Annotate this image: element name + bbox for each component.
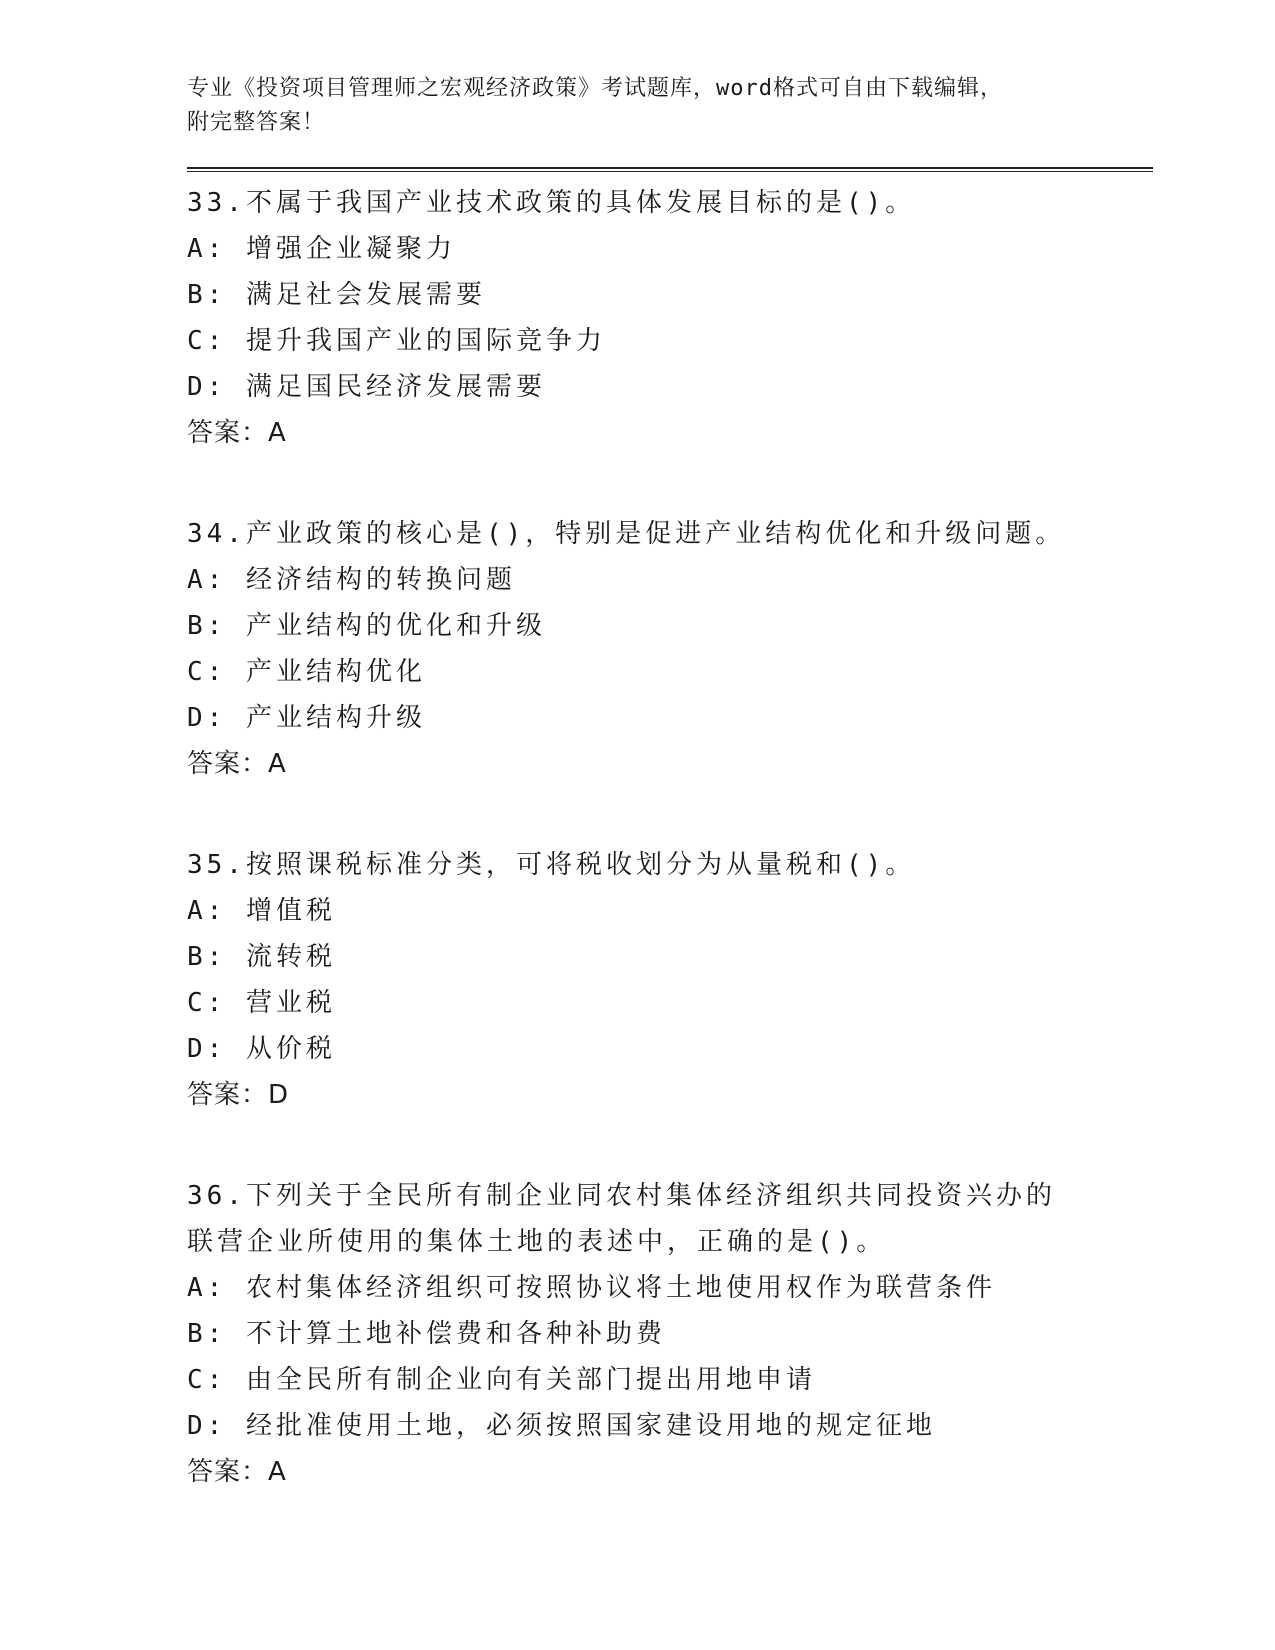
- option-a: A: 增值税: [187, 896, 336, 926]
- answer-line: 答案：D: [187, 1080, 290, 1110]
- header-divider: [187, 167, 1153, 172]
- question-34: [187, 511, 1147, 787]
- question-stem: 36.下列关于全民所有制企业同农村集体经济组织共同投资兴办的联营企业所使用的集体土地的表述中，正确的是()。: [187, 1181, 1056, 1257]
- option-d: D: 经批准使用土地，必须按照国家建设用地的规定征地: [187, 1411, 936, 1441]
- option-b: B: 满足社会发展需要: [187, 280, 486, 310]
- question-35: [187, 842, 1147, 1118]
- intro-line-1: 专业《投资项目管理师之宏观经济政策》考试题库，word格式可自由下载编辑，: [187, 76, 1003, 101]
- option-d: D: 满足国民经济发展需要: [187, 372, 546, 402]
- intro-line-2: 附完整答案！: [187, 110, 326, 135]
- option-b: B: 产业结构的优化和升级: [187, 611, 546, 641]
- option-b: B: 不计算土地补偿费和各种补助费: [187, 1319, 666, 1349]
- option-a: A: 经济结构的转换问题: [187, 565, 516, 595]
- question-36: [187, 1173, 1147, 1495]
- option-d: D: 产业结构升级: [187, 703, 426, 733]
- option-c: C: 由全民所有制企业向有关部门提出用地申请: [187, 1365, 816, 1395]
- option-b: B: 流转税: [187, 942, 336, 972]
- document-page: [187, 72, 1147, 1495]
- question-33: [187, 180, 1147, 456]
- question-stem: 35.按照课税标准分类，可将税收划分为从量税和()。: [187, 850, 916, 880]
- option-c: C: 提升我国产业的国际竞争力: [187, 326, 606, 356]
- answer-line: 答案：A: [187, 418, 287, 448]
- option-d: D: 从价税: [187, 1034, 336, 1064]
- option-c: C: 营业税: [187, 988, 336, 1018]
- option-a: A: 增强企业凝聚力: [187, 234, 456, 264]
- answer-line: 答案：A: [187, 1457, 287, 1487]
- document-intro: [187, 72, 1087, 140]
- question-stem: 34.产业政策的核心是()，特别是促进产业结构优化和升级问题。: [187, 519, 1066, 549]
- answer-line: 答案：A: [187, 749, 287, 779]
- option-c: C: 产业结构优化: [187, 657, 426, 687]
- question-stem: 33.不属于我国产业技术政策的具体发展目标的是()。: [187, 188, 916, 218]
- option-a: A: 农村集体经济组织可按照协议将土地使用权作为联营条件: [187, 1273, 996, 1303]
